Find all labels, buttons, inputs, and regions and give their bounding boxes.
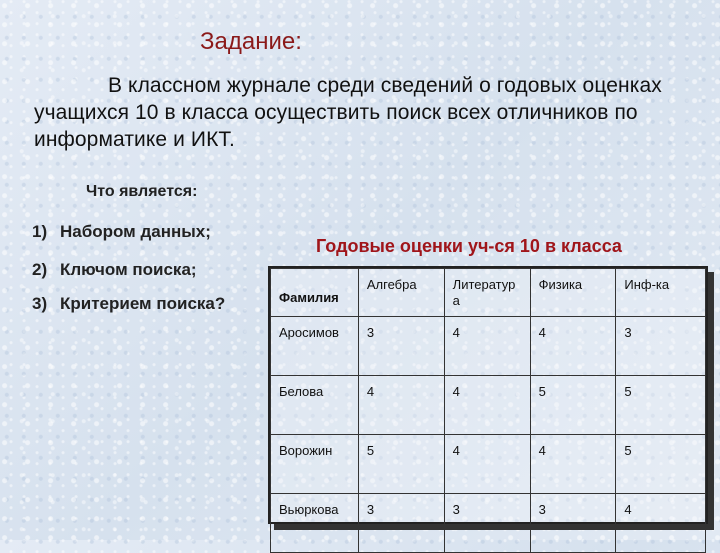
column-header: Алгебра <box>358 269 444 317</box>
table-cell: 3 <box>530 494 616 553</box>
table-row <box>271 435 706 494</box>
table-header-row <box>271 269 706 317</box>
table-cell: 5 <box>358 435 444 494</box>
table-row <box>271 494 706 553</box>
table-cell: 3 <box>358 317 444 376</box>
column-header: Литератур а <box>444 269 530 317</box>
table-cell: 3 <box>444 494 530 553</box>
table-caption: Годовые оценки уч-ся 10 в класса <box>316 236 622 256</box>
column-header: Физика <box>530 269 616 317</box>
task-text: В классном журнале среди сведений о годовых оценках учащихся 10 в класса осуществить поиск всех отличников по информатике и ИКТ. <box>34 74 662 151</box>
item-number: 3) <box>32 294 48 313</box>
item-text: Критерием поиска? <box>60 294 226 313</box>
table-cell: Белова <box>271 376 359 435</box>
table-cell: 4 <box>530 435 616 494</box>
table-row <box>271 317 706 376</box>
item-number: 2) <box>32 260 48 279</box>
column-header: Фамилия <box>271 269 359 317</box>
table-row <box>271 376 706 435</box>
table-cell: Вьюркова <box>271 494 359 553</box>
table-cell: 4 <box>444 317 530 376</box>
item-text: Набором данных; <box>60 222 211 241</box>
question-item <box>32 260 197 280</box>
item-number: 1) <box>32 222 48 241</box>
table-cell: 4 <box>616 494 706 553</box>
table-cell: Ворожин <box>271 435 359 494</box>
table-cell: Аросимов <box>271 317 359 376</box>
item-text: Ключом поиска; <box>60 260 197 279</box>
table-cell: 4 <box>444 376 530 435</box>
table-cell: 4 <box>530 317 616 376</box>
question-item <box>32 294 225 314</box>
table-cell: 3 <box>616 317 706 376</box>
table-cell: 4 <box>444 435 530 494</box>
column-header: Инф-ка <box>616 269 706 317</box>
grades-table <box>268 266 708 524</box>
table-cell: 4 <box>358 376 444 435</box>
table-cell: 3 <box>358 494 444 553</box>
table-cell: 5 <box>530 376 616 435</box>
table-cell: 5 <box>616 376 706 435</box>
question-item <box>32 222 211 242</box>
table-cell: 5 <box>616 435 706 494</box>
slide-title: Задание: <box>200 28 302 55</box>
question-heading: Что является: <box>86 183 198 200</box>
